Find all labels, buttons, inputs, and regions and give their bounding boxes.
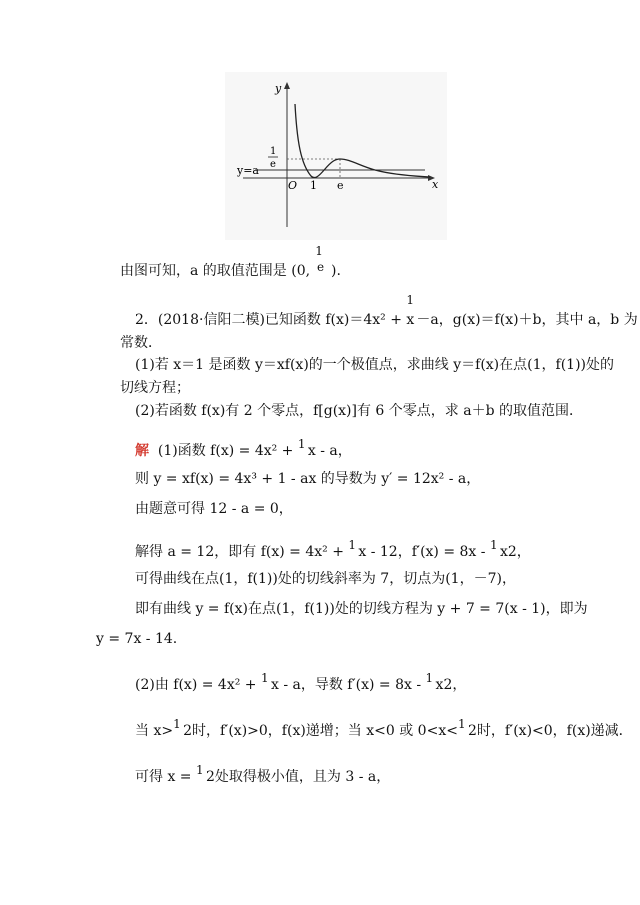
solution-line-1: 解 (1)函数 f(x) = 4x² + 1 x - a， — [135, 437, 352, 459]
y-equals-a-label: y=a — [237, 164, 259, 177]
solution-line-8: (2)由 f(x) = 4x² + 1 x - a，导数 f′(x) = 8x - 1 x2， — [135, 671, 467, 693]
question-2-part1-b: 切线方程； — [120, 380, 190, 396]
solution-line-4: 解得 a = 12，即有 f(x) = 4x² + 1 x - 12，f′(x) = 8x - 1 x2， — [135, 538, 531, 560]
y-axis-arrow — [284, 82, 290, 89]
solution-line-3: 由题意可得 12 - a = 0， — [135, 501, 293, 517]
function-graph-figure — [225, 72, 447, 240]
solution-line-5: 可得曲线在点(1，f(1))处的切线斜率为 7，切点为(1，－7)， — [135, 571, 516, 587]
one-label: 1 — [310, 179, 317, 192]
solution-label: 解 — [135, 443, 149, 459]
question-2-line-b: 常数． — [120, 335, 162, 351]
solution-line-2: 则 y = xf(x) = 4x³ + 1 - ax 的导数为 y′ = 12x² - a， — [135, 471, 481, 487]
solution-line-10: 可得 x = 1 2处取得极小值，且为 3 - a， — [135, 763, 391, 785]
e-label: e — [337, 179, 344, 192]
frac-num: 1 — [270, 146, 277, 157]
solution-line-7: y = 7x - 14. — [96, 631, 178, 647]
graph-svg — [225, 72, 447, 240]
question-2-part1-a: (1)若 x＝1 是函数 y＝xf(x)的一个极值点，求曲线 y＝f(x)在点(1，f(1))处的 — [135, 357, 614, 373]
frac-den: e — [270, 159, 276, 170]
solution-line-6: 即有曲线 y = f(x)在点(1，f(1))处的切线方程为 y + 7 = 7(x - 1)，即为 — [135, 601, 588, 617]
range-conclusion: 由图可知，a 的取值范围是 (0, 1 e ). — [120, 244, 341, 279]
origin-label: O — [288, 179, 298, 192]
solution-line-9: 当 x> 1 2时，f′(x)>0，f(x)递增；当 x<0 或 0<x< 1 2时，f′(x)<0，f(x)递减． — [135, 717, 633, 739]
interval: (0, 1 e ). — [291, 244, 341, 279]
question-2-line-a: 2．(2018·信阳二模)已知函数 f(x)＝4x² + 1 x －a，g(x)＝f(x)＋b，其中 a，b 为 — [135, 293, 638, 328]
function-curve — [295, 104, 430, 178]
x-axis-label: x — [432, 178, 439, 191]
question-2-part2: (2)若函数 f(x)有 2 个零点，f[g(x)]有 6 个零点，求 a＋b 的取值范围． — [135, 403, 583, 419]
y-axis-label: y — [275, 82, 282, 95]
